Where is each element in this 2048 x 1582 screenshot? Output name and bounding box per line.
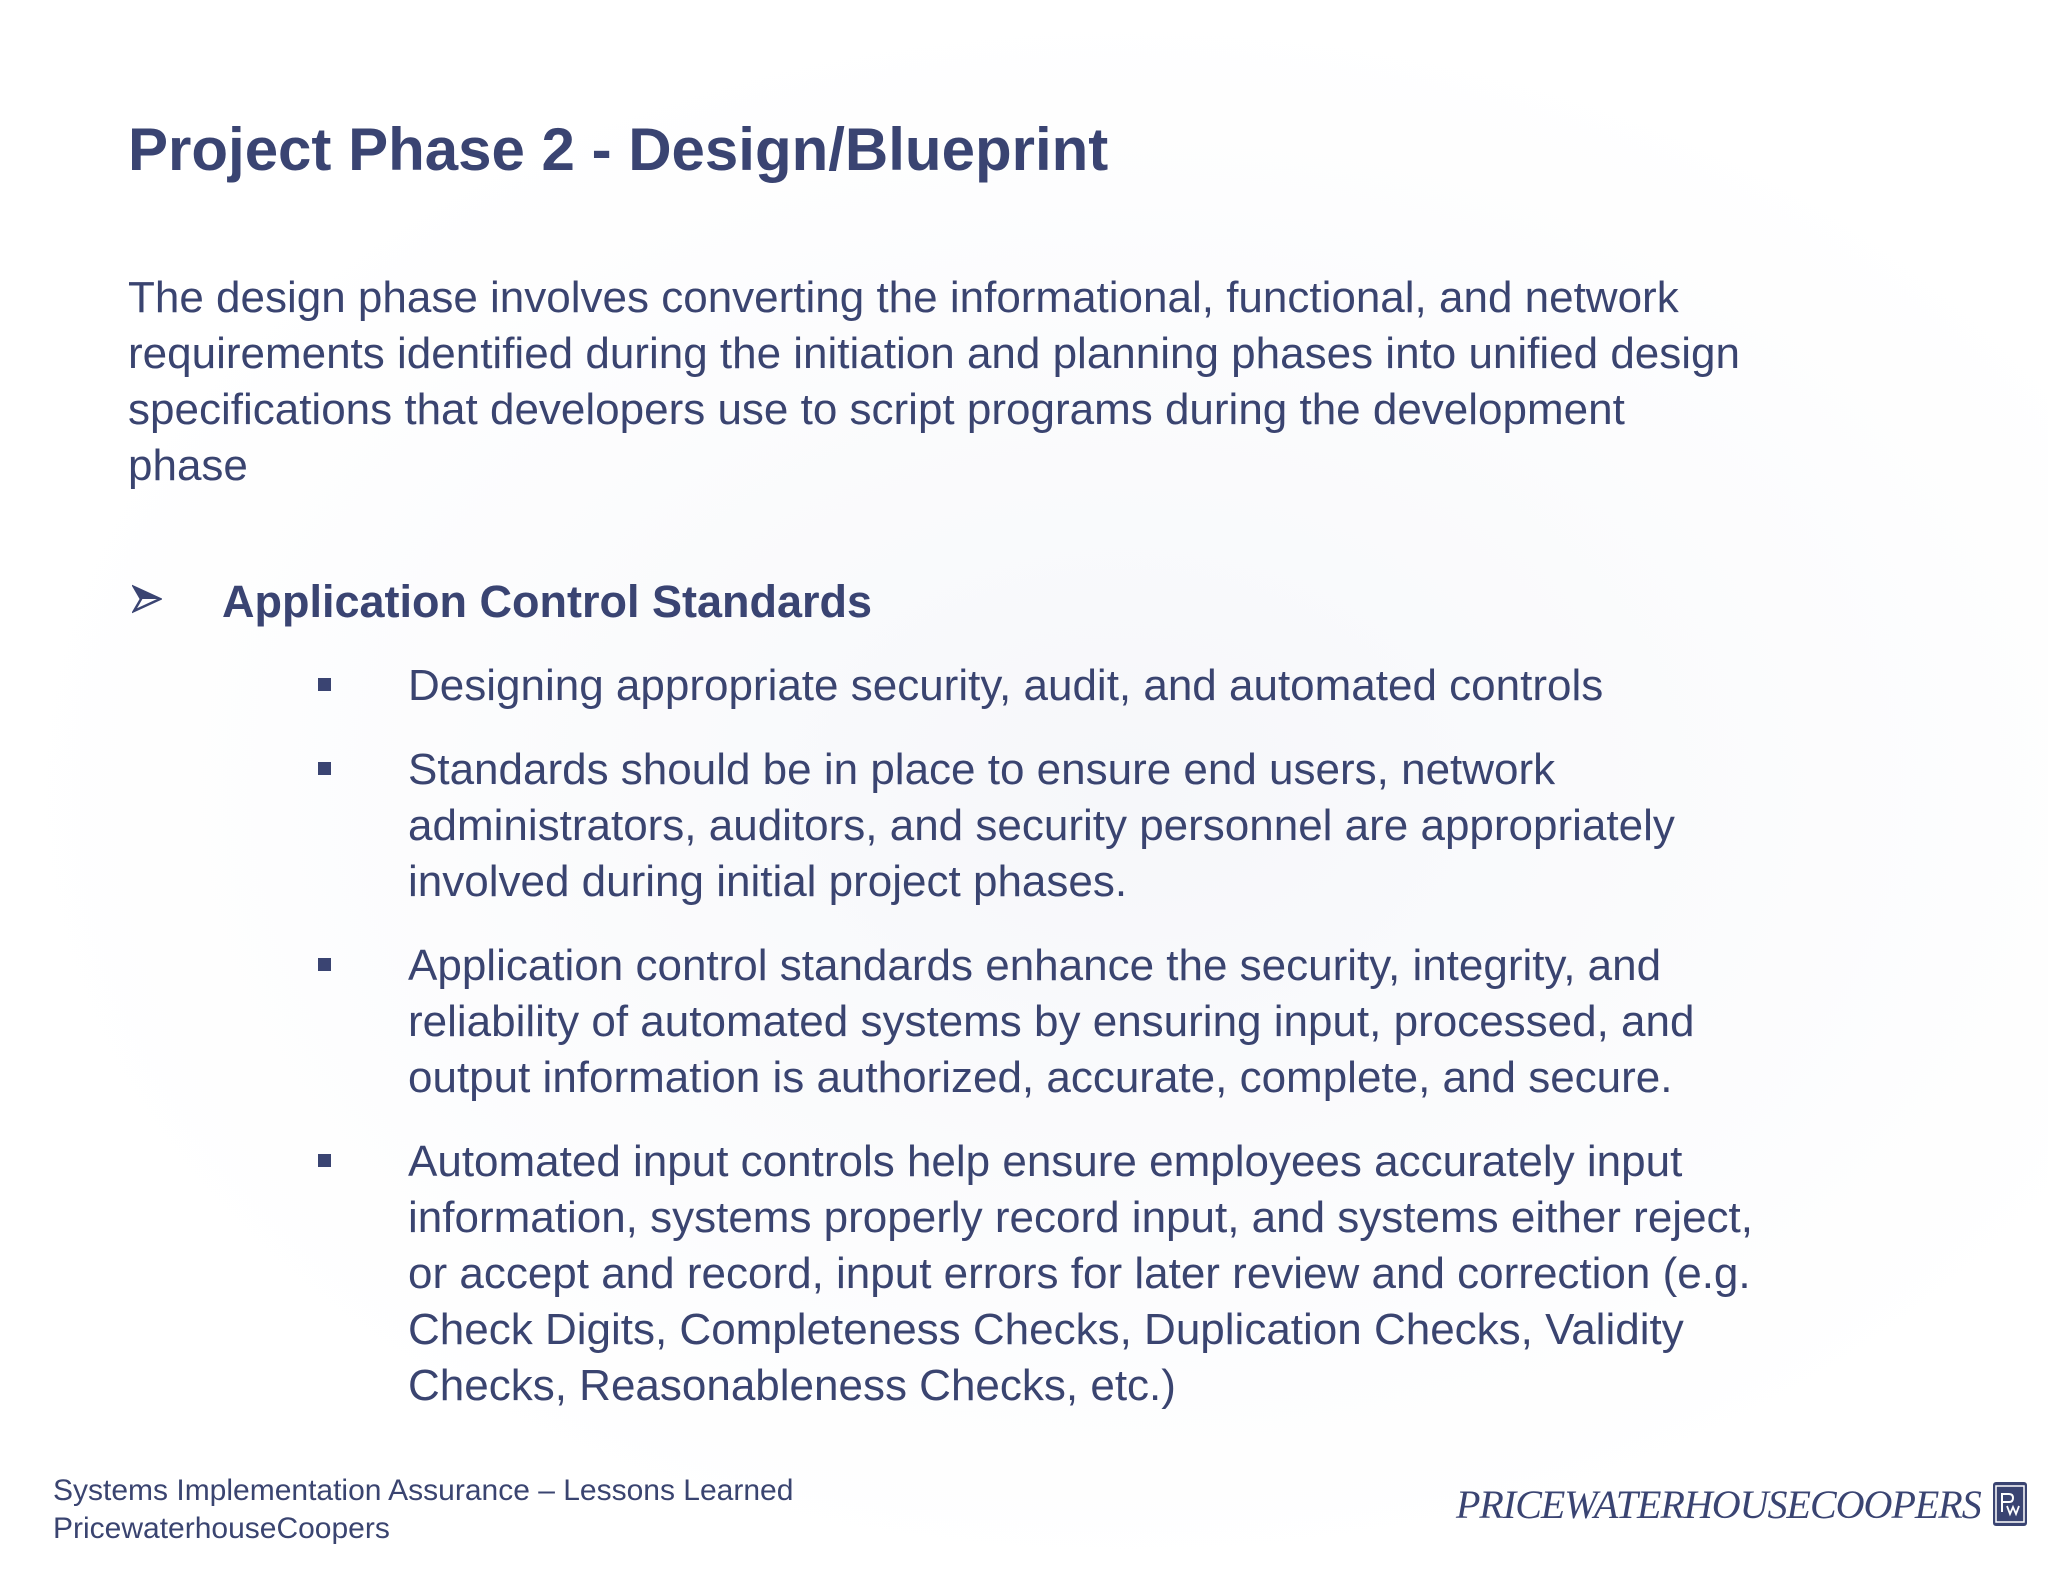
section-title: Application Control Standards (222, 576, 873, 627)
bullet-text: output information is authorized, accurate, complete, and secure. (408, 1053, 1673, 1102)
application-control-section (128, 572, 1928, 1410)
bullet-text: involved during initial project phases. (408, 857, 1128, 906)
bullet-text: Check Digits, Completeness Checks, Duplication Checks, Validity (408, 1305, 1684, 1354)
bullet-text: Designing appropriate security, audit, and automated controls (408, 661, 1604, 710)
list-item (128, 1134, 1753, 1414)
intro-line: specifications that developers use to script programs during the development (128, 385, 1625, 434)
pwc-monogram-icon (1993, 1482, 2027, 1526)
bullet-text: Checks, Reasonableness Checks, etc.) (408, 1361, 1176, 1410)
bullet-text: Application control standards enhance the security, integrity, and (408, 941, 1662, 990)
square-bullet-icon (318, 762, 331, 775)
bullet-list (128, 658, 1753, 1442)
list-item (128, 658, 1753, 714)
footer-company: PricewaterhouseCoopers (53, 1512, 390, 1545)
bullet-text: administrators, auditors, and security personnel are appropriately (408, 801, 1675, 850)
slide-title: Project Phase 2 - Design/Blueprint (128, 116, 1109, 183)
intro-line: requirements identified during the initiation and planning phases into unified design (128, 329, 1740, 378)
arrow-bullet-icon (132, 584, 162, 614)
list-item (128, 742, 1753, 910)
bullet-text: or accept and record, input errors for later review and correction (e.g. (408, 1249, 1751, 1298)
square-bullet-icon (318, 678, 331, 691)
bullet-text: Automated input controls help ensure employees accurately input (408, 1137, 1683, 1186)
bullet-text: information, systems properly record input, and systems either reject, (408, 1193, 1753, 1242)
intro-line: The design phase involves converting the informational, functional, and network (128, 273, 1679, 322)
section-heading (128, 572, 1928, 632)
list-item (128, 938, 1753, 1106)
bullet-text: reliability of automated systems by ensuring input, processed, and (408, 997, 1695, 1046)
intro-paragraph (128, 270, 1888, 494)
square-bullet-icon (318, 1154, 331, 1167)
pwc-logo (1456, 1474, 2027, 1534)
square-bullet-icon (318, 958, 331, 971)
logo-wordmark: PRICEWATERHOUSECOOPERS (1456, 1481, 1981, 1527)
intro-line: phase (128, 441, 248, 490)
bullet-text: Standards should be in place to ensure end users, network (408, 745, 1556, 794)
footer (53, 1472, 793, 1548)
footer-title: Systems Implementation Assurance – Lessons Learned (53, 1474, 794, 1507)
